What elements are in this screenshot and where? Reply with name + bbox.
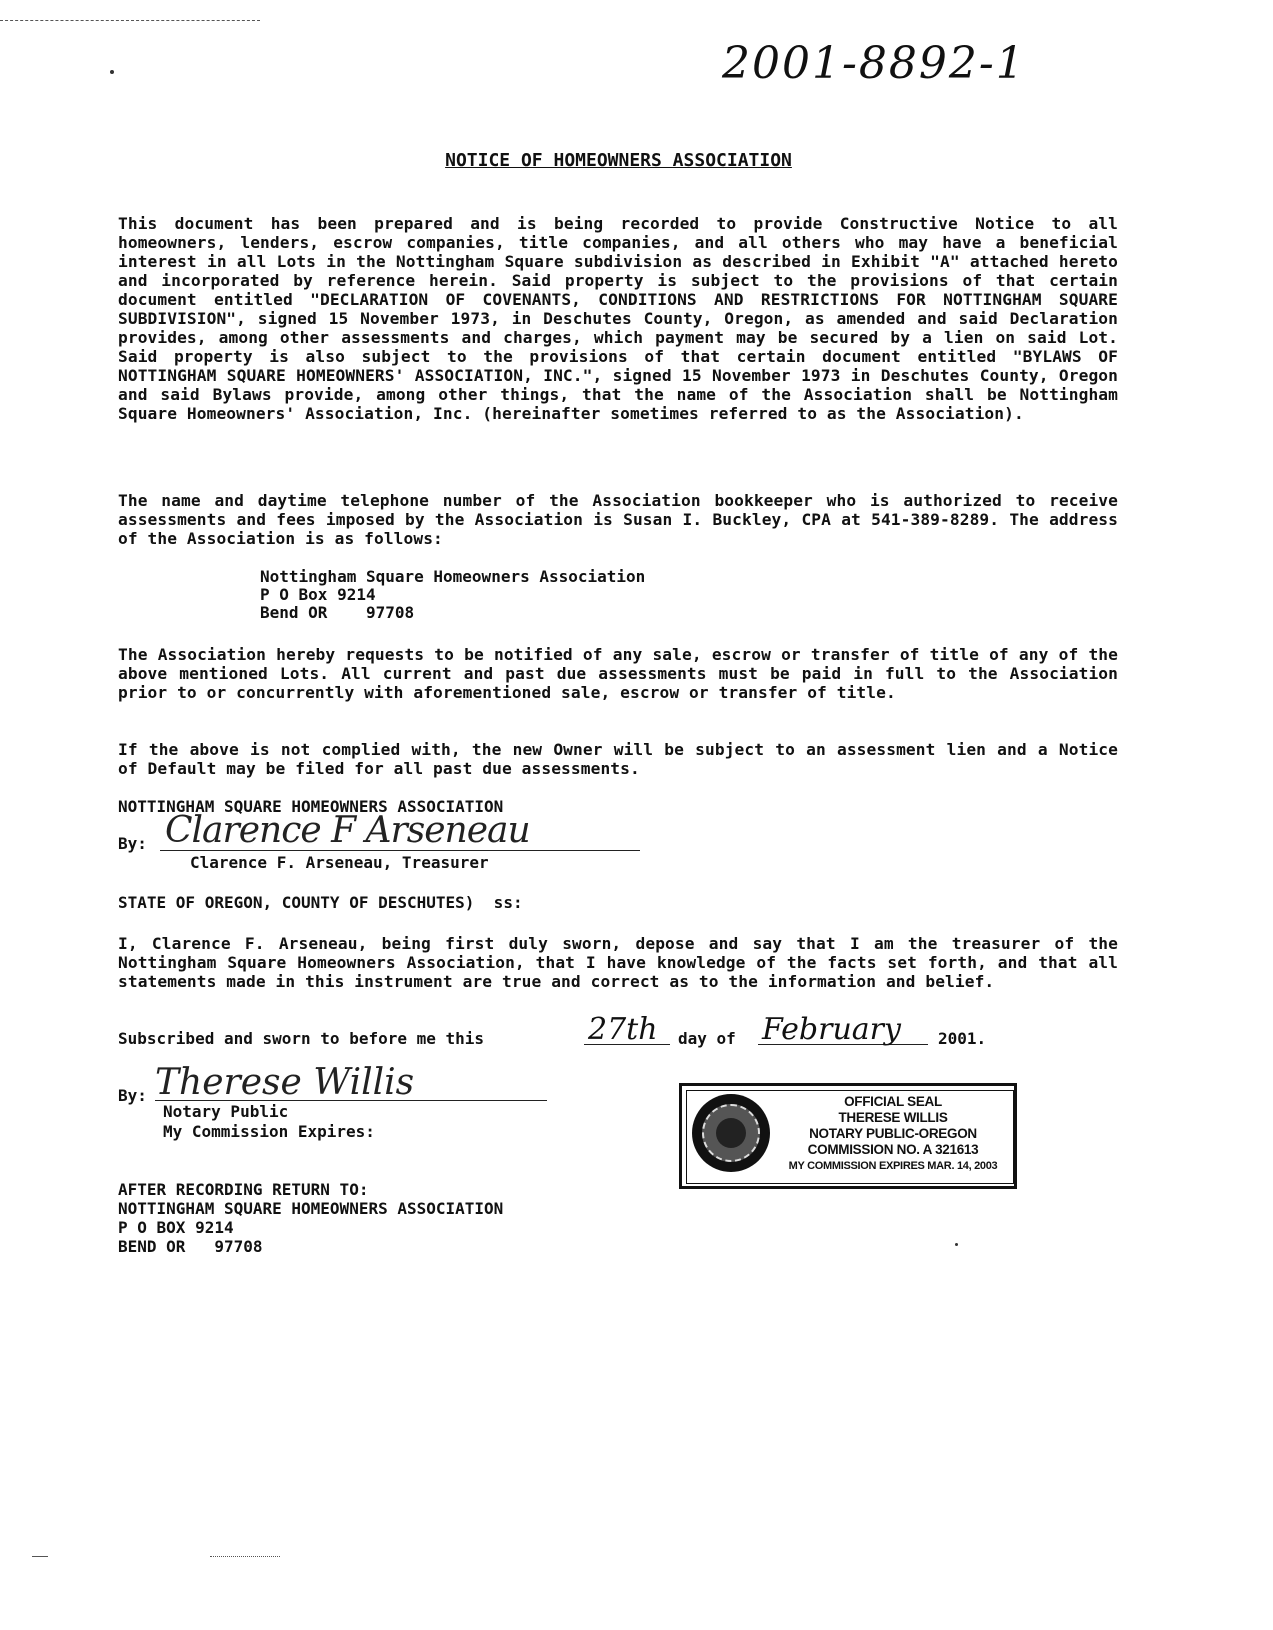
return-line-3: BEND OR 97708 <box>118 1237 263 1256</box>
scan-artifact-line <box>0 20 260 21</box>
address-line-3: Bend OR 97708 <box>260 603 415 622</box>
paragraph-notification-request: The Association hereby requests to be notified of any sale, escrow or transfer of title of any of the above mentioned Lots. All current and past due assessments must be paid in full to the Association prior to or concurrently with aforementioned sale, escrow or transfer of title. <box>118 645 1118 702</box>
address-line-2: P O Box 9214 <box>260 585 376 604</box>
notary-signature: Therese Willis <box>155 1062 415 1103</box>
document-title: NOTICE OF HOMEOWNERS ASSOCIATION <box>445 150 792 171</box>
paragraph-sworn-statement: I, Clarence F. Arseneau, being first duly sworn, depose and say that I am the treasurer of the Nottingham Square Homeowners Association, that I have knowledge of the facts set forth, and that all statements made in this instrument are true and correct as to the information and belief. <box>118 934 1118 991</box>
paragraph-bookkeeper: The name and daytime telephone number of the Association bookkeeper who is authorized to receive assessments and fees imposed by the Association is Susan I. Buckley, CPA at 541-389-8289. The address of the Association is as follows: <box>118 491 1118 548</box>
paragraph-non-compliance: If the above is not complied with, the new Owner will be subject to an assessment lien and a Notice of Default may be filed for all past due assessments. <box>118 740 1118 778</box>
treasurer-signature-line <box>160 850 640 851</box>
return-address-block <box>118 1180 503 1256</box>
return-line-2: P O BOX 9214 <box>118 1218 234 1237</box>
scan-artifact-mark <box>32 1556 48 1557</box>
sworn-prefix: Subscribed and sworn to before me this <box>118 1029 485 1048</box>
scan-speck <box>955 1243 958 1246</box>
association-address <box>260 568 645 622</box>
seal-line-3: NOTARY PUBLIC-OREGON <box>809 1126 977 1141</box>
association-name-caps: NOTTINGHAM SQUARE HOMEOWNERS ASSOCIATION <box>118 797 504 816</box>
notary-commission-label: My Commission Expires: <box>163 1122 375 1141</box>
scan-artifact-dots <box>210 1556 280 1557</box>
address-line-1: Nottingham Square Homeowners Association <box>260 567 646 586</box>
sworn-year: 2001. <box>938 1029 987 1048</box>
sworn-month-handwritten: February <box>762 1012 901 1047</box>
seal-line-1: OFFICIAL SEAL <box>844 1094 942 1109</box>
venue-statement: STATE OF OREGON, COUNTY OF DESCHUTES) ss: <box>118 893 523 912</box>
scan-speck <box>110 70 114 74</box>
seal-line-4: COMMISSION NO. A 321613 <box>807 1142 979 1157</box>
return-line-1: NOTTINGHAM SQUARE HOMEOWNERS ASSOCIATION <box>118 1199 504 1218</box>
by-label-notary: By: <box>118 1086 147 1105</box>
by-label-treasurer: By: <box>118 834 147 853</box>
treasurer-signature: Clarence F Arseneau <box>165 810 530 851</box>
notary-title: Notary Public <box>163 1102 289 1121</box>
seal-line-2: THERESE WILLIS <box>838 1110 948 1125</box>
sworn-day-handwritten: 27th <box>588 1012 658 1047</box>
return-label: AFTER RECORDING RETURN TO: <box>118 1180 369 1199</box>
oregon-state-seal-icon <box>692 1094 770 1172</box>
handwritten-document-number: 2001-8892-1 <box>722 38 1026 89</box>
paragraph-constructive-notice: This document has been prepared and is being recorded to provide Constructive Notice to all homeowners, lenders, escrow companies, title companies, and all others who may have a beneficial interest in all Lots in the Nottingham Square subdivision as described in Exhibit "A" attached hereto and incorporated by reference herein. Said property is subject to the provisions of that certain document entitled "DECLARATION OF COVENANTS, CONDITIONS AND RESTRICTIONS FOR NOTTINGHAM SQUARE SUBDIVISION", signed 15 November 1973, in Deschutes County, Oregon, as amended and said Declaration provides, among other assessments and charges, which payment may be secured by a lien on said Lot. Said property is also subject to the provisions of that certain document entitled "BYLAWS OF NOTTINGHAM SQUARE HOMEOWNERS' ASSOCIATION, INC.", signed 15 November 1973 in Deschutes County, Oregon and said Bylaws provide, among other things, that the name of the Association shall be Nottingham Square Homeowners' Association, Inc. (hereinafter sometimes referred to as the Association). <box>118 214 1118 423</box>
official-notary-seal <box>679 1083 1017 1189</box>
seal-line-5: MY COMMISSION EXPIRES MAR. 14, 2003 <box>788 1160 998 1172</box>
notary-signature-line <box>155 1100 547 1101</box>
sworn-day-of: day of <box>678 1029 736 1048</box>
treasurer-name: Clarence F. Arseneau, Treasurer <box>190 853 489 872</box>
